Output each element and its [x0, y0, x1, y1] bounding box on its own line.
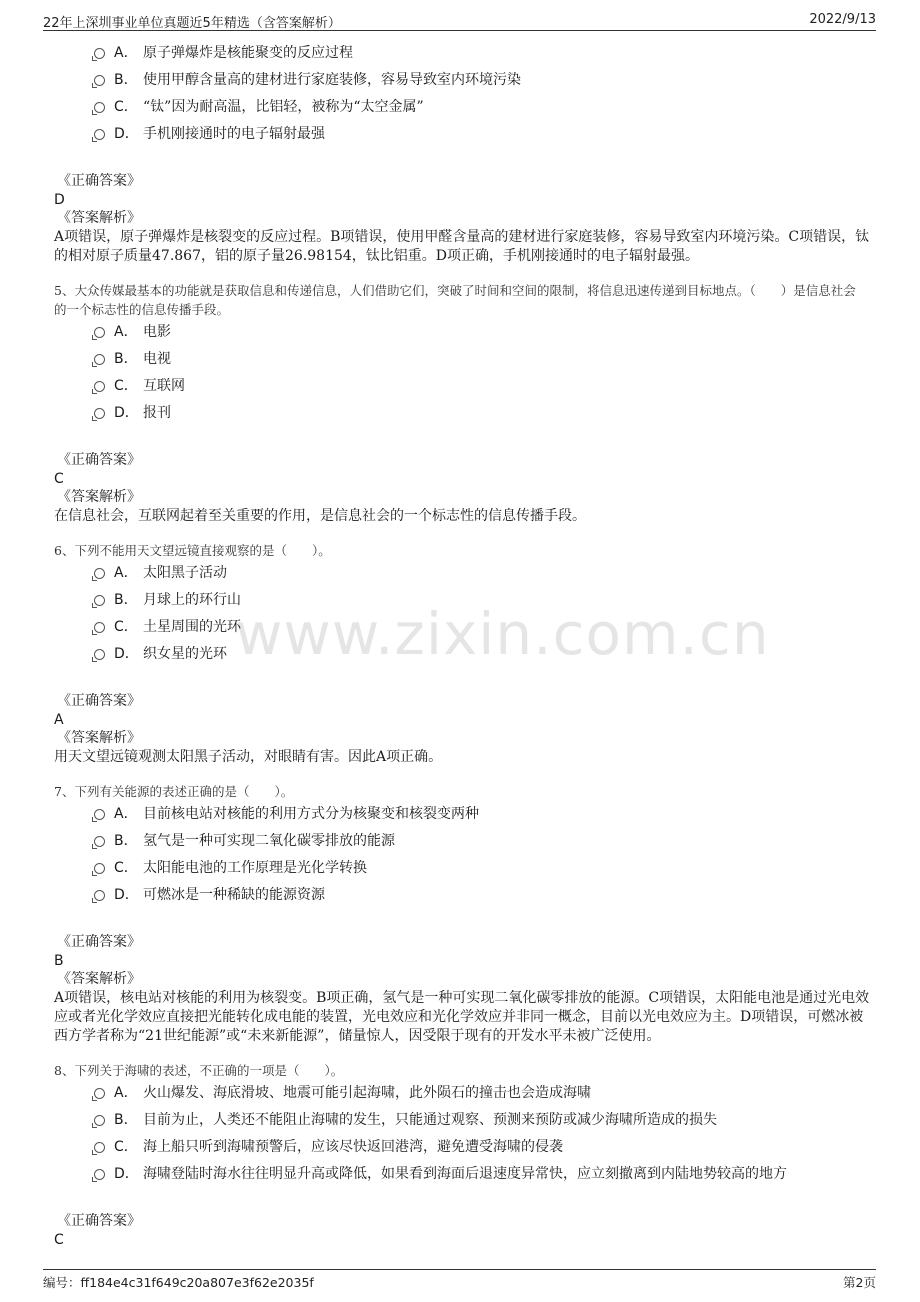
- option-text: 海上船只听到海啸预警后，应该尽快返回港湾，避免遭受海啸的侵袭: [143, 1139, 563, 1155]
- correct-answer: B: [54, 953, 64, 969]
- option-text: 目前核电站对核能的利用方式分为核聚变和核裂变两种: [143, 806, 479, 822]
- option-a[interactable]: A． 原子弹爆炸是核能聚变的反应过程: [54, 40, 868, 67]
- question-6: [54, 541, 868, 767]
- radio-icon[interactable]: [94, 863, 105, 874]
- header-date: 2022/9/13: [809, 12, 876, 27]
- option-text: 目前为止，人类还不能阻止海啸的发生，只能通过观察、预测来预防或减少海啸所造成的损失: [143, 1112, 717, 1128]
- analysis-text: A项错误，核电站对核能的利用为核裂变。B项正确，氢气是一种可实现二氧化碳零排放的能源。C项错误，太阳能电池是通过光电效应或者光化学效应直接把光能转化成电能的装置，光电效应和光化学效应并非同一概念，目前以光电效应为主。D项错误，可燃冰被西方学者称为“21世纪能源”或“未来新能源”，储量惊人，因受限于现有的开发水平未被广泛使用。: [54, 990, 870, 1044]
- option-c[interactable]: C． 太阳能电池的工作原理是光化学转换: [54, 855, 868, 882]
- option-b[interactable]: B． 电视: [54, 346, 868, 373]
- analysis-label: 《答案解析》: [57, 971, 141, 987]
- page-footer: [43, 1269, 876, 1292]
- correct-answer: C: [54, 471, 64, 487]
- question-4: [54, 40, 868, 266]
- analysis-text: A项错误，原子弹爆炸是核裂变的反应过程。B项错误，使用甲醛含量高的建材进行家庭装修，容易导致室内环境污染。C项错误，钛的相对原子质量47.867，铝的原子量26.98154，钛比铝重。D项正确，手机刚接通时的电子辐射最强。: [54, 229, 870, 264]
- radio-icon[interactable]: [94, 354, 105, 365]
- option-text: “钛”因为耐高温，比铝轻，被称为“太空金属”: [143, 99, 424, 115]
- analysis-label: 《答案解析》: [57, 730, 141, 746]
- correct-answer: D: [54, 192, 65, 208]
- option-a[interactable]: A． 火山爆发、海底滑坡、地震可能引起海啸，此外陨石的撞击也会造成海啸: [54, 1080, 868, 1107]
- radio-icon[interactable]: [94, 649, 105, 660]
- option-d[interactable]: D． 手机刚接通时的电子辐射最强: [54, 121, 868, 148]
- radio-icon[interactable]: [94, 1088, 105, 1099]
- option-text: 电影: [143, 324, 171, 340]
- option-c[interactable]: C． 互联网: [54, 373, 868, 400]
- question-text: 8、下列关于海啸的表述，不正确的一项是（ ）。: [54, 1063, 344, 1078]
- correct-answer-label: 《正确答案》: [57, 934, 141, 950]
- option-text: 太阳能电池的工作原理是光化学转换: [143, 860, 367, 876]
- option-b[interactable]: B． 目前为止，人类还不能阻止海啸的发生，只能通过观察、预测来预防或减少海啸所造成的损失: [54, 1107, 868, 1134]
- option-b[interactable]: B． 月球上的环行山: [54, 587, 868, 614]
- radio-icon[interactable]: [94, 1115, 105, 1126]
- option-text: 报刊: [143, 405, 171, 421]
- analysis-text: 用天文望远镜观测太阳黑子活动，对眼睛有害。因此A项正确。: [54, 749, 443, 765]
- radio-icon[interactable]: [94, 381, 105, 392]
- option-text: 手机刚接通时的电子辐射最强: [143, 126, 325, 142]
- radio-icon[interactable]: [94, 1169, 105, 1180]
- option-text: 使用甲醇含量高的建材进行家庭装修，容易导致室内环境污染: [143, 72, 521, 88]
- option-text: 海啸登陆时海水往往明显升高或降低，如果看到海面后退速度异常快，应立刻撤离到内陆地势较高的地方: [143, 1166, 787, 1182]
- option-d[interactable]: D． 可燃冰是一种稀缺的能源资源: [54, 882, 868, 909]
- document-code: 编号：ff184e4c31f649c20a807e3f62e2035f: [43, 1275, 314, 1290]
- correct-answer-label: 《正确答案》: [57, 452, 141, 468]
- option-b[interactable]: B． 使用甲醇含量高的建材进行家庭装修，容易导致室内环境污染: [54, 67, 868, 94]
- option-a[interactable]: A． 电影: [54, 319, 868, 346]
- analysis-text: 在信息社会，互联网起着至关重要的作用，是信息社会的一个标志性的信息传播手段。: [54, 508, 586, 524]
- analysis-label: 《答案解析》: [57, 489, 141, 505]
- option-text: 火山爆发、海底滑坡、地震可能引起海啸，此外陨石的撞击也会造成海啸: [143, 1085, 591, 1101]
- radio-icon[interactable]: [94, 595, 105, 606]
- question-7: [54, 782, 868, 1046]
- option-text: 氢气是一种可实现二氧化碳零排放的能源: [143, 833, 395, 849]
- correct-answer-label: 《正确答案》: [57, 1213, 141, 1229]
- document-content: [54, 40, 868, 1249]
- option-text: 织女星的光环: [143, 646, 227, 662]
- correct-answer-label: 《正确答案》: [57, 693, 141, 709]
- option-a[interactable]: A． 太阳黑子活动: [54, 560, 868, 587]
- watermark: www.zixin.com.cn: [235, 600, 770, 668]
- question-8: [54, 1061, 868, 1249]
- option-text: 可燃冰是一种稀缺的能源资源: [143, 887, 325, 903]
- radio-icon[interactable]: [94, 836, 105, 847]
- radio-icon[interactable]: [94, 408, 105, 419]
- radio-icon[interactable]: [94, 129, 105, 140]
- page-header: [43, 10, 876, 31]
- option-d[interactable]: D． 织女星的光环: [54, 641, 868, 668]
- radio-icon[interactable]: [94, 568, 105, 579]
- option-c[interactable]: C． 海上船只听到海啸预警后，应该尽快返回港湾，避免遭受海啸的侵袭: [54, 1134, 868, 1161]
- radio-icon[interactable]: [94, 809, 105, 820]
- radio-icon[interactable]: [94, 890, 105, 901]
- correct-answer: C: [54, 1232, 64, 1248]
- option-text: 互联网: [143, 378, 185, 394]
- radio-icon[interactable]: [94, 622, 105, 633]
- radio-icon[interactable]: [94, 48, 105, 59]
- question-text: 6、下列不能用天文望远镜直接观察的是（ ）。: [54, 543, 331, 558]
- option-a[interactable]: A． 目前核电站对核能的利用方式分为核聚变和核裂变两种: [54, 801, 868, 828]
- page-number: 第2页: [843, 1275, 876, 1290]
- radio-icon[interactable]: [94, 102, 105, 113]
- option-c[interactable]: C． 土星周围的光环: [54, 614, 868, 641]
- correct-answer: A: [54, 712, 64, 728]
- question-5: [54, 281, 868, 526]
- radio-icon[interactable]: [94, 1142, 105, 1153]
- document-title: 22年上深圳事业单位真题近5年精选（含答案解析）: [43, 16, 341, 31]
- option-c[interactable]: C． “钛”因为耐高温，比铝轻，被称为“太空金属”: [54, 94, 868, 121]
- option-text: 原子弹爆炸是核能聚变的反应过程: [143, 45, 353, 61]
- option-d[interactable]: D． 报刊: [54, 400, 868, 427]
- option-b[interactable]: B． 氢气是一种可实现二氧化碳零排放的能源: [54, 828, 868, 855]
- radio-icon[interactable]: [94, 75, 105, 86]
- option-text: 电视: [143, 351, 171, 367]
- option-text: 太阳黑子活动: [143, 565, 227, 581]
- radio-icon[interactable]: [94, 327, 105, 338]
- option-text: 土星周围的光环: [143, 619, 241, 635]
- option-text: 月球上的环行山: [143, 592, 241, 608]
- question-text: 5、大众传媒最基本的功能就是获取信息和传递信息，人们借助它们，突破了时间和空间的限制，将信息迅速传递到目标地点。（ ）是信息社会的一个标志性的信息传播手段。: [54, 283, 856, 317]
- option-d[interactable]: D． 海啸登陆时海水往往明显升高或降低，如果看到海面后退速度异常快，应立刻撤离到内陆地势较高的地方: [54, 1161, 868, 1188]
- correct-answer-label: 《正确答案》: [57, 173, 141, 189]
- analysis-label: 《答案解析》: [57, 210, 141, 226]
- question-text: 7、下列有关能源的表述正确的是（ ）。: [54, 784, 294, 799]
